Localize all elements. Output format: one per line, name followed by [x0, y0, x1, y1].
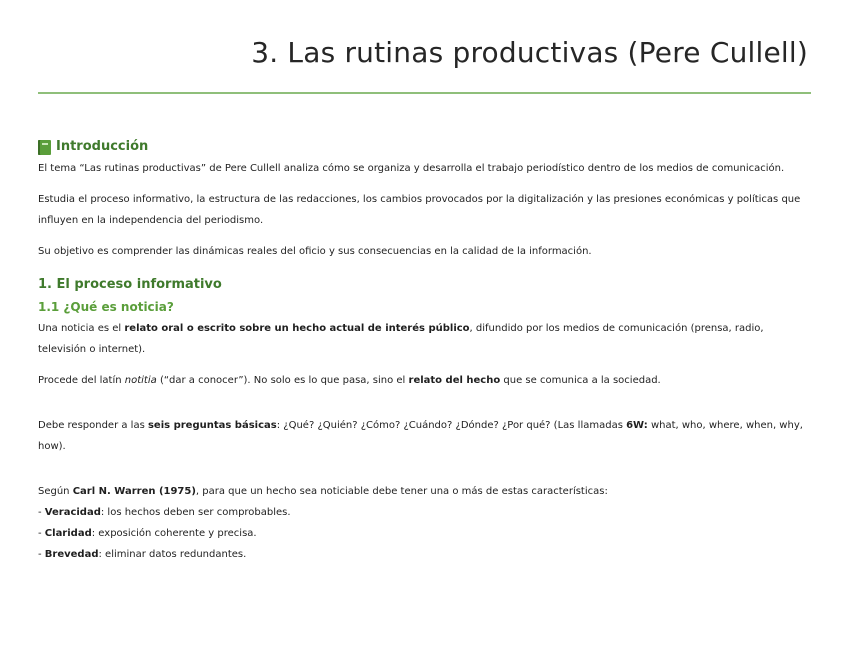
list-bullet: -	[38, 507, 45, 518]
bold-run: seis preguntas básicas	[147, 420, 277, 431]
list-bullet: -	[38, 528, 45, 539]
list-item	[38, 544, 810, 565]
text-run: Debe responder a las	[38, 420, 148, 431]
list-bullet: -	[38, 549, 45, 560]
text-run: what, who, where, when, why, how).	[38, 420, 803, 452]
green-book-icon	[38, 140, 51, 155]
text-run: (“dar a conocer”). No solo es lo que pasa, sino el	[156, 375, 409, 386]
list-text: : exposición coherente y precisa.	[91, 528, 257, 539]
list-term: Claridad	[44, 528, 92, 539]
title-divider	[38, 92, 811, 94]
news-definition-paragraph	[38, 318, 810, 360]
list-item	[38, 502, 810, 523]
subsection-heading: 1.1 ¿Qué es noticia?	[38, 300, 174, 314]
page-title: 3. Las rutinas productivas (Pere Cullell)	[251, 36, 808, 69]
text-run: Según	[38, 486, 73, 497]
intro-paragraph-1: El tema “Las rutinas productivas” de Pere Cullell analiza cómo se organiza y desarrolla el trabajo periodístico dentro de los medios de comunicación.	[38, 163, 785, 174]
text-run: , difundido por los medios de comunicación (prensa, radio, televisión o internet).	[38, 323, 764, 355]
bold-run: Carl N. Warren (1975)	[72, 486, 196, 497]
text-run: , para que un hecho sea noticiable debe tener una o más de estas características:	[195, 486, 608, 497]
text-run: Una noticia es el	[38, 323, 125, 334]
list-term: Brevedad	[44, 549, 99, 560]
bold-run: relato oral o escrito sobre un hecho actual de interés público	[124, 323, 470, 334]
italic-run: notitia	[124, 375, 157, 386]
six-questions-paragraph	[38, 415, 810, 457]
bold-run: relato del hecho	[408, 375, 501, 386]
intro-paragraph-2: Estudia el proceso informativo, la estructura de las redacciones, los cambios provocados por la digitalización y las presiones económicas y políticas que influyen en la independencia del periodismo.	[38, 194, 801, 226]
etymology-paragraph	[38, 370, 810, 391]
text-run: que se comunica a la sociedad.	[500, 375, 661, 386]
warren-paragraph	[38, 481, 810, 502]
intro-heading-text: Introducción	[56, 139, 149, 154]
section-heading: 1. El proceso informativo	[38, 277, 222, 292]
bold-run: 6W:	[626, 420, 648, 431]
intro-heading	[38, 138, 810, 156]
intro-paragraph-3: Su objetivo es comprender las dinámicas reales del oficio y sus consecuencias en la calidad de la información.	[38, 246, 592, 257]
document-body	[38, 138, 810, 565]
list-text: : los hechos deben ser comprobables.	[100, 507, 291, 518]
list-text: : eliminar datos redundantes.	[98, 549, 247, 560]
text-run: : ¿Qué? ¿Quién? ¿Cómo? ¿Cuándo? ¿Dónde? ¿Por qué? (Las llamadas	[276, 420, 627, 431]
text-run: Procede del latín	[38, 375, 125, 386]
list-term: Veracidad	[44, 507, 101, 518]
list-item	[38, 523, 810, 544]
